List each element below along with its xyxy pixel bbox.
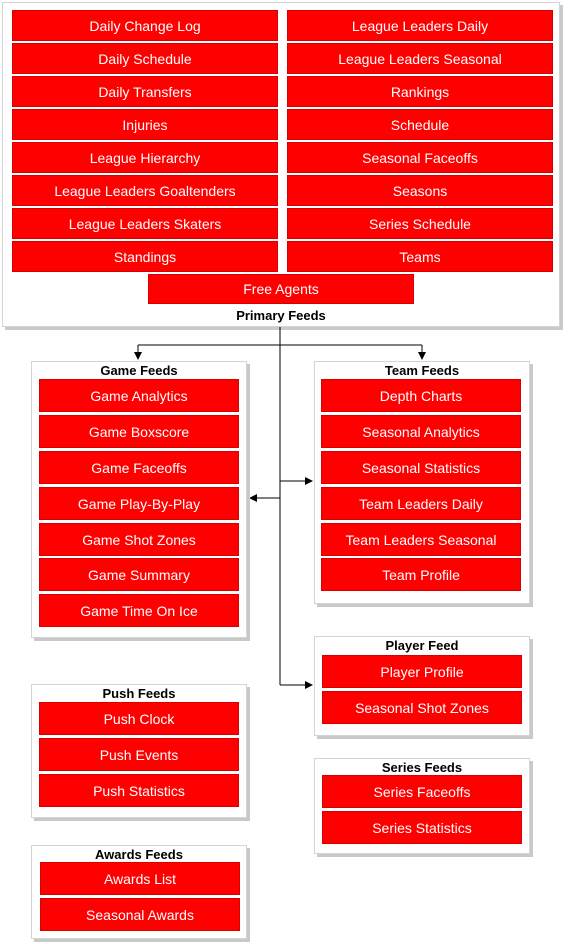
primary-feeds-title: Primary Feeds — [236, 308, 326, 323]
feed-depth-charts[interactable]: Depth Charts — [321, 379, 521, 412]
feed-rankings[interactable]: Rankings — [287, 76, 553, 107]
feed-seasonal-faceoffs[interactable]: Seasonal Faceoffs — [287, 142, 553, 173]
team-feeds-panel — [314, 361, 530, 604]
series-feeds-panel — [314, 758, 530, 854]
player-feed-title: Player Feed — [385, 638, 459, 653]
feed-seasonal-statistics[interactable]: Seasonal Statistics — [321, 451, 521, 484]
team-feeds-title: Team Feeds — [384, 363, 460, 378]
game-feeds-panel — [31, 361, 247, 638]
feed-push-events[interactable]: Push Events — [39, 738, 239, 771]
feed-free-agents[interactable]: Free Agents — [148, 274, 414, 304]
feed-push-clock[interactable]: Push Clock — [39, 702, 239, 735]
feed-seasons[interactable]: Seasons — [287, 175, 553, 206]
feed-game-summary[interactable]: Game Summary — [39, 558, 239, 591]
push-feeds-title: Push Feeds — [102, 686, 176, 701]
feed-awards-list[interactable]: Awards List — [40, 862, 240, 895]
feed-league-leaders-seasonal[interactable]: League Leaders Seasonal — [287, 43, 553, 74]
feed-game-analytics[interactable]: Game Analytics — [39, 379, 239, 412]
player-feed-panel — [314, 636, 530, 736]
primary-feeds-panel — [2, 2, 560, 327]
feed-series-statistics[interactable]: Series Statistics — [322, 811, 522, 844]
feed-push-statistics[interactable]: Push Statistics — [39, 774, 239, 807]
feed-league-hierarchy[interactable]: League Hierarchy — [12, 142, 278, 173]
feed-seasonal-shot-zones[interactable]: Seasonal Shot Zones — [322, 691, 522, 724]
feed-game-shot-zones[interactable]: Game Shot Zones — [39, 523, 239, 556]
feed-game-faceoffs[interactable]: Game Faceoffs — [39, 451, 239, 484]
feed-standings[interactable]: Standings — [12, 241, 278, 272]
feed-player-profile[interactable]: Player Profile — [322, 655, 522, 688]
feed-schedule[interactable]: Schedule — [287, 109, 553, 140]
feed-league-leaders-daily[interactable]: League Leaders Daily — [287, 10, 553, 41]
feed-league-leaders-goaltenders[interactable]: League Leaders Goaltenders — [12, 175, 278, 206]
feed-injuries[interactable]: Injuries — [12, 109, 278, 140]
feed-series-faceoffs[interactable]: Series Faceoffs — [322, 775, 522, 808]
awards-feeds-title: Awards Feeds — [95, 847, 183, 862]
feed-league-leaders-skaters[interactable]: League Leaders Skaters — [12, 208, 278, 239]
feed-daily-change-log[interactable]: Daily Change Log — [12, 10, 278, 41]
series-feeds-title: Series Feeds — [381, 760, 463, 775]
feed-series-schedule[interactable]: Series Schedule — [287, 208, 553, 239]
feed-game-boxscore[interactable]: Game Boxscore — [39, 415, 239, 448]
game-feeds-title: Game Feeds — [100, 363, 178, 378]
feed-teams[interactable]: Teams — [287, 241, 553, 272]
feed-game-play-by-play[interactable]: Game Play-By-Play — [39, 487, 239, 520]
feed-team-leaders-seasonal[interactable]: Team Leaders Seasonal — [321, 523, 521, 556]
feed-seasonal-awards[interactable]: Seasonal Awards — [40, 898, 240, 931]
push-feeds-panel — [31, 684, 247, 818]
feed-seasonal-analytics[interactable]: Seasonal Analytics — [321, 415, 521, 448]
awards-feeds-panel — [31, 845, 247, 939]
feed-daily-transfers[interactable]: Daily Transfers — [12, 76, 278, 107]
feed-game-time-on-ice[interactable]: Game Time On Ice — [39, 594, 239, 627]
feed-daily-schedule[interactable]: Daily Schedule — [12, 43, 278, 74]
feed-team-leaders-daily[interactable]: Team Leaders Daily — [321, 487, 521, 520]
feed-team-profile[interactable]: Team Profile — [321, 558, 521, 591]
